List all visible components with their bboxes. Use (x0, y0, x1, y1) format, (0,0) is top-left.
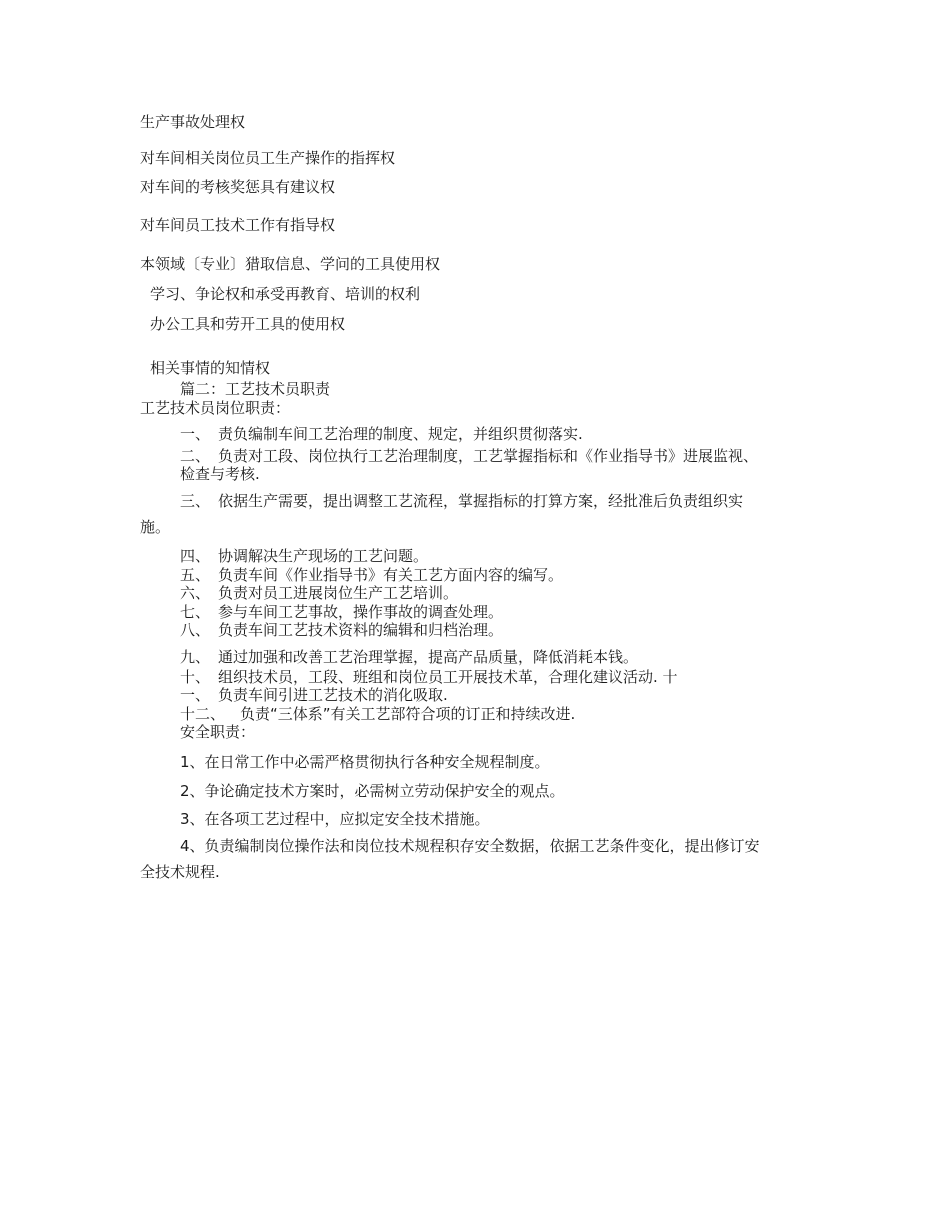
duty-number: 七、 (180, 603, 211, 621)
duty-number: 五、 (180, 566, 211, 584)
duty-number: 八、 (180, 621, 211, 639)
duty-number: 十二、 (180, 705, 226, 723)
duty-text: 负责“三体系”有关工艺部符合项的订正和持续改进. (240, 705, 576, 723)
duty-number: 六、 (180, 584, 211, 602)
duty-number: 十、 (180, 668, 211, 686)
right-item: 生产事故处理权 (140, 113, 246, 131)
duty-number: 二、 (180, 447, 211, 465)
safety-item: 4、负责编制岗位操作法和岗位技术规程积存安全数据，依据工艺条件变化，提出修订安 (180, 837, 760, 855)
duty-item (180, 425, 583, 443)
right-item: 对车间的考核奖惩具有建议权 (140, 178, 336, 196)
duty-item (180, 686, 448, 704)
section-title: 篇二：工艺技术员职责 (180, 380, 331, 398)
duty-text: 负责车间《作业指导书》有关工艺方面内容的编写。 (218, 566, 564, 584)
right-item: 办公工具和劳开工具的使用权 (150, 315, 346, 333)
duty-number: 四、 (180, 547, 211, 565)
duty-number: 三、 (180, 492, 211, 510)
duty-text: 协调解决生产现场的工艺问题。 (218, 547, 429, 565)
duty-item (180, 648, 638, 666)
duty-text: 负责车间工艺技术资料的编辑和归档治理。 (218, 621, 504, 639)
safety-continuation: 全技术规程. (140, 863, 220, 881)
safety-item: 2、争论确定技术方案时，必需树立劳动保护安全的观点。 (180, 782, 565, 800)
duty-item (180, 603, 503, 621)
right-item: 对车间相关岗位员工生产操作的指挥权 (140, 149, 396, 167)
right-item: 相关事情的知情权 (150, 359, 271, 377)
duty-number: 一、 (180, 686, 211, 704)
duty-continuation: 施。 (140, 518, 171, 536)
safety-heading: 安全职责： (180, 723, 256, 741)
duty-number: 九、 (180, 648, 211, 666)
duty-text: 负责对员工进展岗位生产工艺培训。 (218, 584, 459, 602)
duties-heading: 工艺技术员岗位职责： (140, 399, 291, 417)
duty-number: 一、 (180, 425, 211, 443)
right-item: 对车间员工技术工作有指导权 (140, 216, 336, 234)
duty-continuation: 检查与考核. (180, 465, 260, 483)
duty-item (180, 547, 428, 565)
duty-text: 负责车间引进工艺技术的消化吸取. (218, 686, 448, 704)
duty-item (180, 447, 758, 465)
safety-item: 3、在各项工艺过程中，应拟定安全技术措施。 (180, 810, 490, 828)
right-item: 本领域〔专业〕猎取信息、学问的工具使用权 (140, 255, 441, 273)
duty-text: 负责对工段、岗位执行工艺治理制度，工艺掌握指标和《作业指导书》进展监视、 (218, 447, 759, 465)
duty-item (180, 705, 575, 723)
right-item: 学习、争论权和承受再教育、培训的权利 (150, 285, 421, 303)
duty-item (180, 566, 563, 584)
duty-text: 组织技术员，工段、班组和岗位员工开展技术革，合理化建议活动. 十 (218, 668, 678, 686)
duty-text: 依据生产需要，提出调整工艺流程，掌握指标的打算方案，经批准后负责组织实 (218, 492, 744, 510)
duty-text: 责负编制车间工艺治理的制度、规定，并组织贯彻落实. (218, 425, 583, 443)
duty-item (180, 668, 678, 686)
safety-item: 1、在日常工作中必需严格贯彻执行各种安全规程制度。 (180, 753, 550, 771)
duty-item (180, 584, 458, 602)
duty-item (180, 621, 503, 639)
duty-item (180, 492, 743, 510)
duty-text: 通过加强和改善工艺治理掌握，提高产品质量，降低消耗本钱。 (218, 648, 639, 666)
duty-text: 参与车间工艺事故，操作事故的调查处理。 (218, 603, 504, 621)
